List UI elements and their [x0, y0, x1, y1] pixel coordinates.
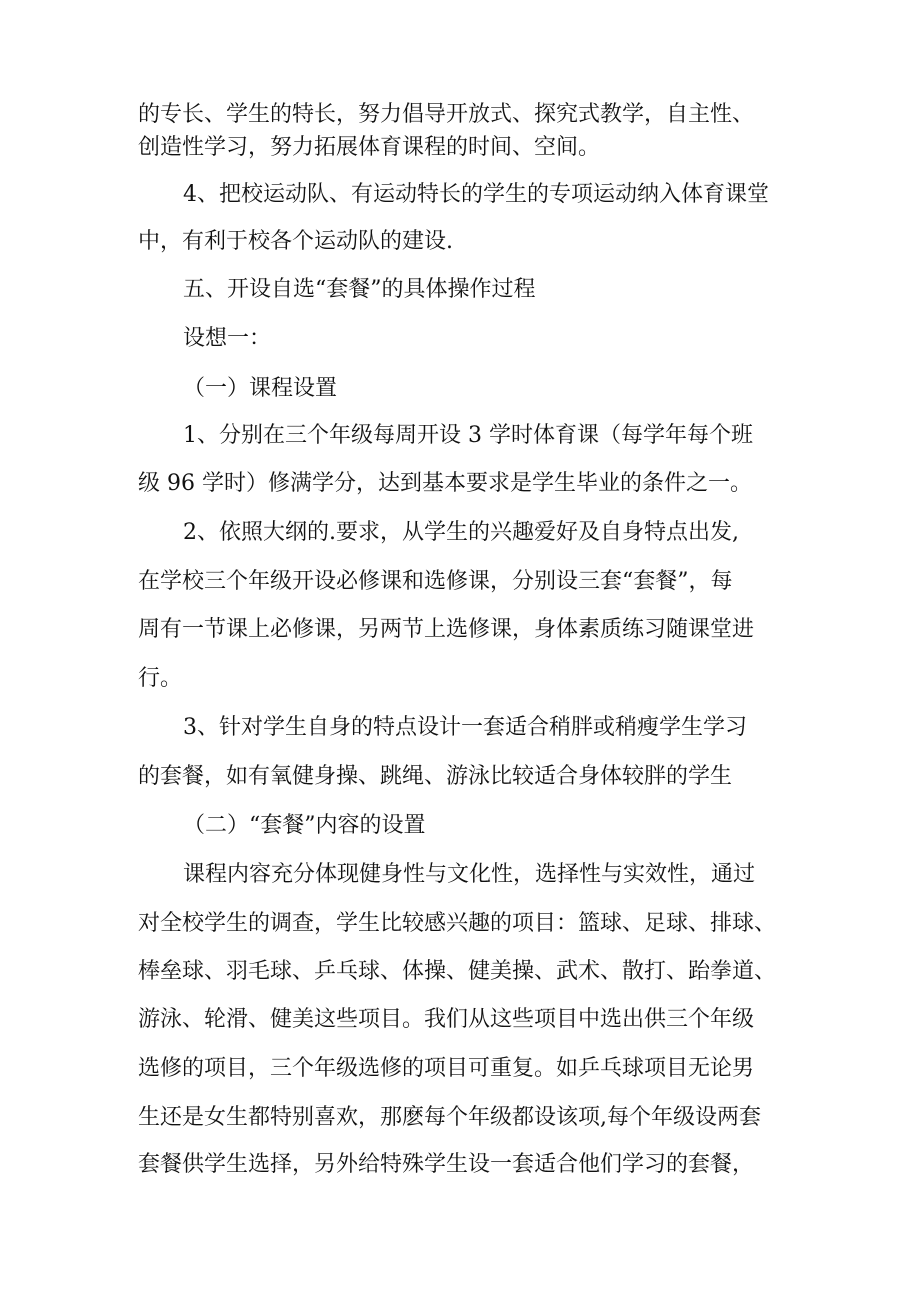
text-line-3: 4、把校运动队、有运动特长的学生的专项运动纳入体育课堂 — [183, 182, 769, 207]
text-line-14: 3、针对学生自身的特点设计一套适合稍胖或稍瘦学生学习 — [183, 715, 747, 740]
text-line-9: 级 96 学时）修满学分，达到基本要求是学生毕业的条件之一。 — [138, 471, 752, 496]
subheading-course-setup: （一）课程设置 — [183, 376, 338, 401]
text-line-15: 的套餐，如有氧健身操、跳绳、游泳比较适合身体较胖的学生 — [138, 764, 733, 789]
text-line-8: 1、分别在三个年级每周开设 3 学时体育课（每学年每个班 — [183, 423, 753, 448]
text-line-13: 行。 — [138, 666, 183, 691]
subheading-idea-one: 设想一： — [183, 326, 272, 351]
text-line-12: 周有一节课上必修课，另两节上选修课，身体素质练习随课堂进 — [138, 617, 755, 642]
text-line-2: 创造性学习，努力拓展体育课程的时间、空间。 — [138, 135, 601, 160]
text-line-10: 2、依照大纲的.要求，从学生的兴趣爱好及自身特点出发, — [183, 520, 739, 545]
text-line-21: 选修的项目，三个年级选修的项目可重复。如乒乓球项目无论男 — [138, 1056, 755, 1081]
text-line-1: 的专长、学生的特长，努力倡导开放式、探究式教学，自主性、 — [138, 102, 755, 127]
text-line-19: 棒垒球、羽毛球、乒乓球、体操、健美操、武术、散打、跆拳道、 — [138, 959, 777, 984]
text-line-20: 游泳、轮滑、健美这些项目。我们从这些项目中选出供三个年级 — [138, 1007, 755, 1032]
text-line-22: 生还是女生都特别喜欢，那麽每个年级都设该项,每个年级设两套 — [138, 1105, 761, 1130]
text-line-4: 中，有利于校各个运动队的建设. — [138, 229, 453, 254]
subheading-package-content: （二）“套餐”内容的设置 — [183, 813, 426, 838]
text-line-18: 对全校学生的调查，学生比较感兴趣的项目：篮球、足球、排球、 — [138, 911, 777, 936]
text-line-11: 在学校三个年级开设必修课和选修课，分别设三套“套餐”，每 — [138, 569, 733, 594]
text-line-23: 套餐供学生选择，另外给特殊学生设一套适合他们学习的套餐， — [138, 1152, 755, 1177]
text-line-17: 课程内容充分体现健身性与文化性，选择性与实效性，通过 — [183, 862, 756, 887]
section-heading: 五、开设自选“套餐”的具体操作过程 — [183, 277, 536, 302]
